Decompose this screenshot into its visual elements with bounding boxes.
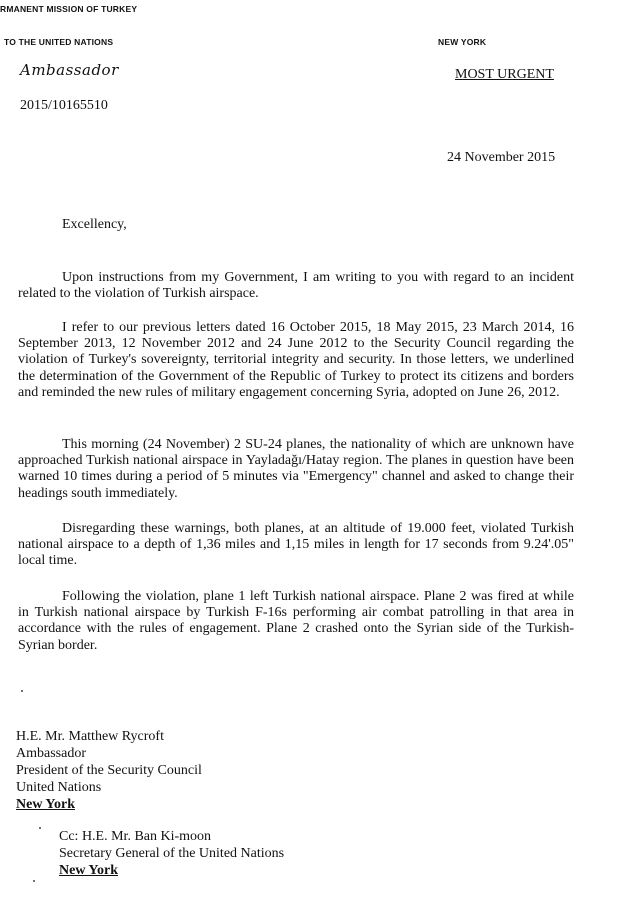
cc-city: New York — [59, 863, 118, 878]
scan-dot — [21, 690, 23, 692]
addressee-position: President of the Security Council — [16, 763, 202, 778]
paragraph-2: I refer to our previous letters dated 16 October 2015, 18 May 2015, 23 March 2014, 16 September 2013, 12 November 2012 and 24 June 2012 to the Security Council regarding the violation of Turkey's sovereignty, territorial integrity and security. In those letters, we underlined the determination of the Government of the Republic of Turkey to protect its citizens and borders and reminded the new rules of military engagement concerning Syria, adopted on June 26, 2012. — [18, 320, 574, 400]
letterhead-to-un: TO THE UNITED NATIONS — [4, 37, 114, 47]
addressee-organization: United Nations — [16, 780, 102, 795]
scan-dot — [33, 880, 35, 882]
priority-label: MOST URGENT — [455, 67, 554, 82]
scan-dot — [39, 827, 41, 829]
addressee-title: Ambassador — [16, 746, 86, 761]
paragraph-4: Disregarding these warnings, both planes, at an altitude of 19.000 feet, violated Turkish national airspace to a depth of 1,36 miles and 1,15 miles in length for 17 seconds from 9.24'.05" local time. — [18, 521, 574, 569]
ambassador-signature: Ambassador — [20, 61, 119, 79]
letter-date: 24 November 2015 — [447, 150, 556, 165]
reference-number: 2015/10165510 — [20, 98, 108, 113]
cc-name: Cc: H.E. Mr. Ban Ki-moon — [59, 829, 212, 844]
addressee-city: New York — [16, 797, 75, 812]
letterhead-mission-name: RMANENT MISSION OF TURKEY — [0, 4, 138, 14]
cc-title: Secretary General of the United Nations — [59, 846, 285, 861]
paragraph-1: Upon instructions from my Government, I am writing to you with regard to an incident related to the violation of Turkish airspace. — [18, 270, 574, 302]
paragraph-5: Following the violation, plane 1 left Turkish national airspace. Plane 2 was fired at while in Turkish national airspace by Turkish F-16s performing air combat patrolling in that area in accordance with the rules of engagement. Plane 2 crashed onto the Syrian side of the Turkish-Syrian border. — [18, 589, 574, 653]
paragraph-3: This morning (24 November) 2 SU-24 planes, the nationality of which are unknown have approached Turkish national airspace in Yayladağı/Hatay region. The planes in question have been warned 10 times during a period of 5 minutes via "Emergency" channel and asked to change their headings south immediately. — [18, 437, 574, 501]
addressee-block — [16, 728, 202, 813]
addressee-name: H.E. Mr. Matthew Rycroft — [16, 729, 164, 744]
salutation: Excellency, — [62, 217, 127, 232]
letterhead-city: NEW YORK — [438, 37, 487, 47]
cc-block — [59, 828, 284, 879]
